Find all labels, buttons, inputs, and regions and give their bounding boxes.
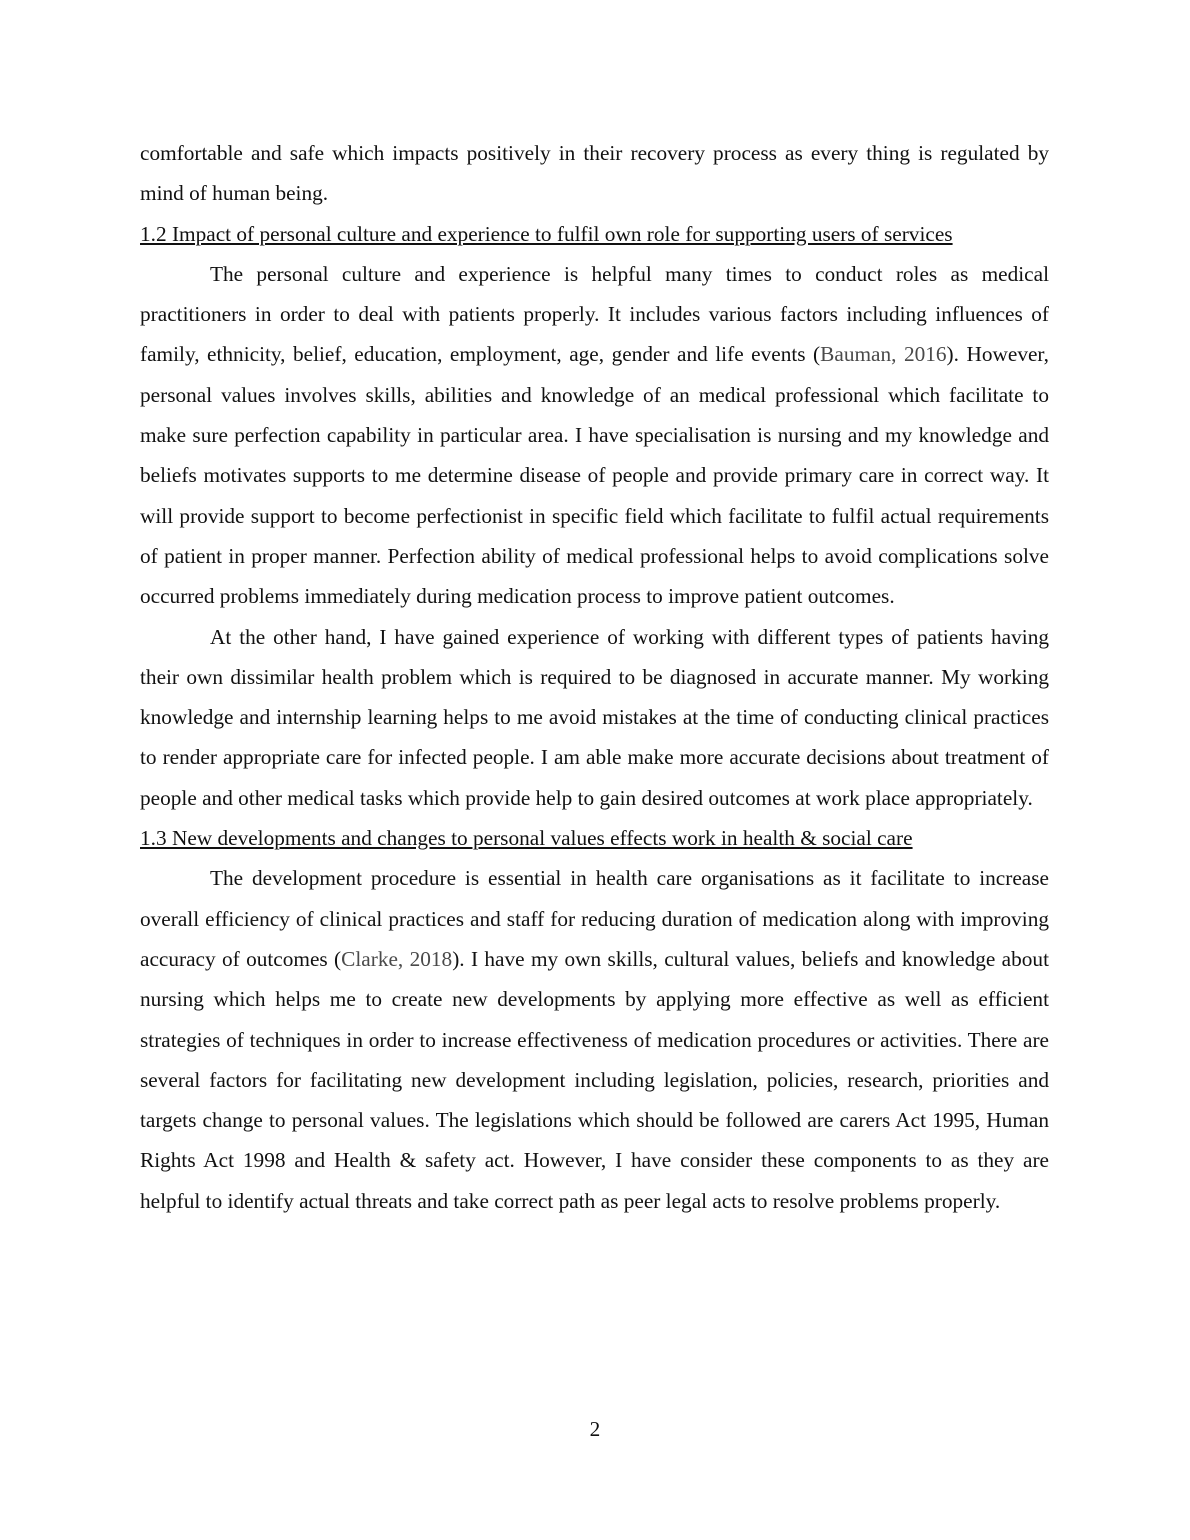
section-1-3-paragraph-1 [140,858,1049,1221]
paragraph-text: ). However, personal values involves skills, abilities and knowledge of an medical professional which facilitate to make sure perfection capability in particular area. I have specialisation is nursing and my knowledge and beliefs motivates supports to me determine disease of people and provide primary care in correct way. It will provide support to become perfectionist in specific field which facilitate to fulfil actual requirements of patient in proper manner. Perfection ability of medical professional helps to avoid complications solve occurred problems immediately during medication process to improve patient outcomes. [140,342,1049,609]
citation-bauman: Bauman, 2016 [820,342,947,367]
section-heading-1-2: 1.2 Impact of personal culture and experience to fulfil own role for supporting users of services [140,221,953,246]
carryover-paragraph: comfortable and safe which impacts positively in their recovery process as every thing is regulated by mind of human being. [140,141,1049,206]
paragraph-text: ). I have my own skills, cultural values, beliefs and knowledge about nursing which helps me to create new developments by applying more effective as well as efficient strategies of techniques in order to increase effectiveness of medication procedures or activities. There are several factors for facilitating new development including legislation, policies, research, priorities and targets change to personal values. The legislations which should be followed are carers Act 1995, Human Rights Act 1998 and Health & safety act. However, I have consider these components to as they are helpful to identify actual threats and take correct path as peer legal acts to resolve problems properly. [140,946,1049,1213]
document-body [140,133,1049,1221]
section-1-2-paragraph-2: At the other hand, I have gained experience of working with different types of patients having their own dissimilar health problem which is required to be diagnosed in accurate manner. My working knowledge and internship learning helps to me avoid mistakes at the time of conducting clinical practices to render appropriate care for infected people. I am able make more accurate decisions about treatment of people and other medical tasks which provide help to gain desired outcomes at work place appropriately. [140,624,1049,810]
citation-clarke: Clarke, 2018 [341,946,453,971]
section-1-2-paragraph-1 [140,254,1049,617]
section-heading-1-3: 1.3 New developments and changes to personal values effects work in health & social care [140,826,913,851]
paragraph-text: The personal culture and experience is helpful many times to conduct roles as medical practitioners in order to deal with patients properly. It includes various factors including influences of family, ethnicity, belief, education, employment, age, gender and life events ( [140,261,1049,367]
page-number: 2 [589,1417,601,1441]
paragraph-text: The development procedure is essential in health care organisations as it facilitate to increase overall efficiency of clinical practices and staff for reducing duration of medication along with improving accuracy of outcomes ( [140,866,1049,971]
